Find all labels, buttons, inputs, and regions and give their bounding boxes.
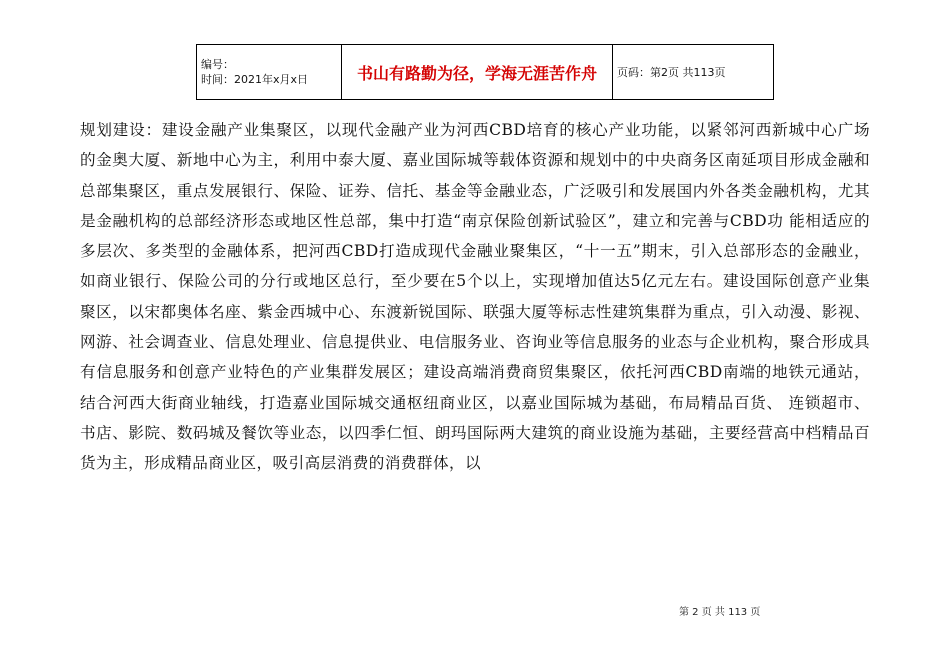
time-label: 时间：2021年x月x日 (201, 73, 309, 86)
footer-page-number: 第 2 页 共 113 页 (679, 607, 761, 618)
serial-number-label: 编号： (201, 58, 234, 71)
header-motto-cell (342, 45, 613, 100)
motto-text: 书山有路勤为径，学海无涯苦作舟 (356, 63, 597, 83)
header-page-cell (613, 45, 774, 100)
header-info-cell (197, 45, 342, 100)
body-paragraph: 规划建设：建设金融产业集聚区，以现代金融产业为河西CBD培育的核心产业功能，以紧邻河西新城中心广场的金奥大厦、新地中心为主，利用中泰大厦、嘉业国际城等载体资源和规划中的中央商务区南延项目形成金融和总部集聚区，重点发展银行、保险、证券、信托、基金等金融业态，广泛吸引和发展国内外各类金融机构，尤其是金融机构的总部经济形态或地区性总部，集中打造“南京保险创新试验区”，建立和完善与CBD功 能相适应的多层次、多类型的金融体系，把河西CBD打造成现代金融业聚集区，“十一五”期末，引入总部形态的金融业，如商业银行、保险公司的分行或地区总行，至少要在5个以上，实现增加值达5亿元左右。建设国际创意产业集聚区，以宋都奥体名座、紫金西城中心、东渡新锐国际、联强大厦等标志性建筑集群为重点，引入动漫、影视、网游、社会调查业、信息处理业、信息提供业、电信服务业、咨询业等信息服务的业态与企业机构，聚合形成具有信息服务和创意产业特色的产业集群发展区；建设高端消费商贸集聚区，依托河西CBD南端的地铁元通站，结合河西大街商业轴线，打造嘉业国际城交通枢纽商业区，以嘉业国际城为基础，布局精品百货、 连锁超市、书店、影院、数码城及餐饮等业态，以四季仁恒、朗玛国际两大建筑的商业设施为基础，主要经营高中档精品百货为主，形成精品商业区，吸引高层消费的消费群体，以 (80, 121, 870, 473)
page-code: 页码：第2页 共113页 (617, 66, 726, 79)
header-table (196, 44, 774, 100)
header-row (197, 45, 774, 100)
